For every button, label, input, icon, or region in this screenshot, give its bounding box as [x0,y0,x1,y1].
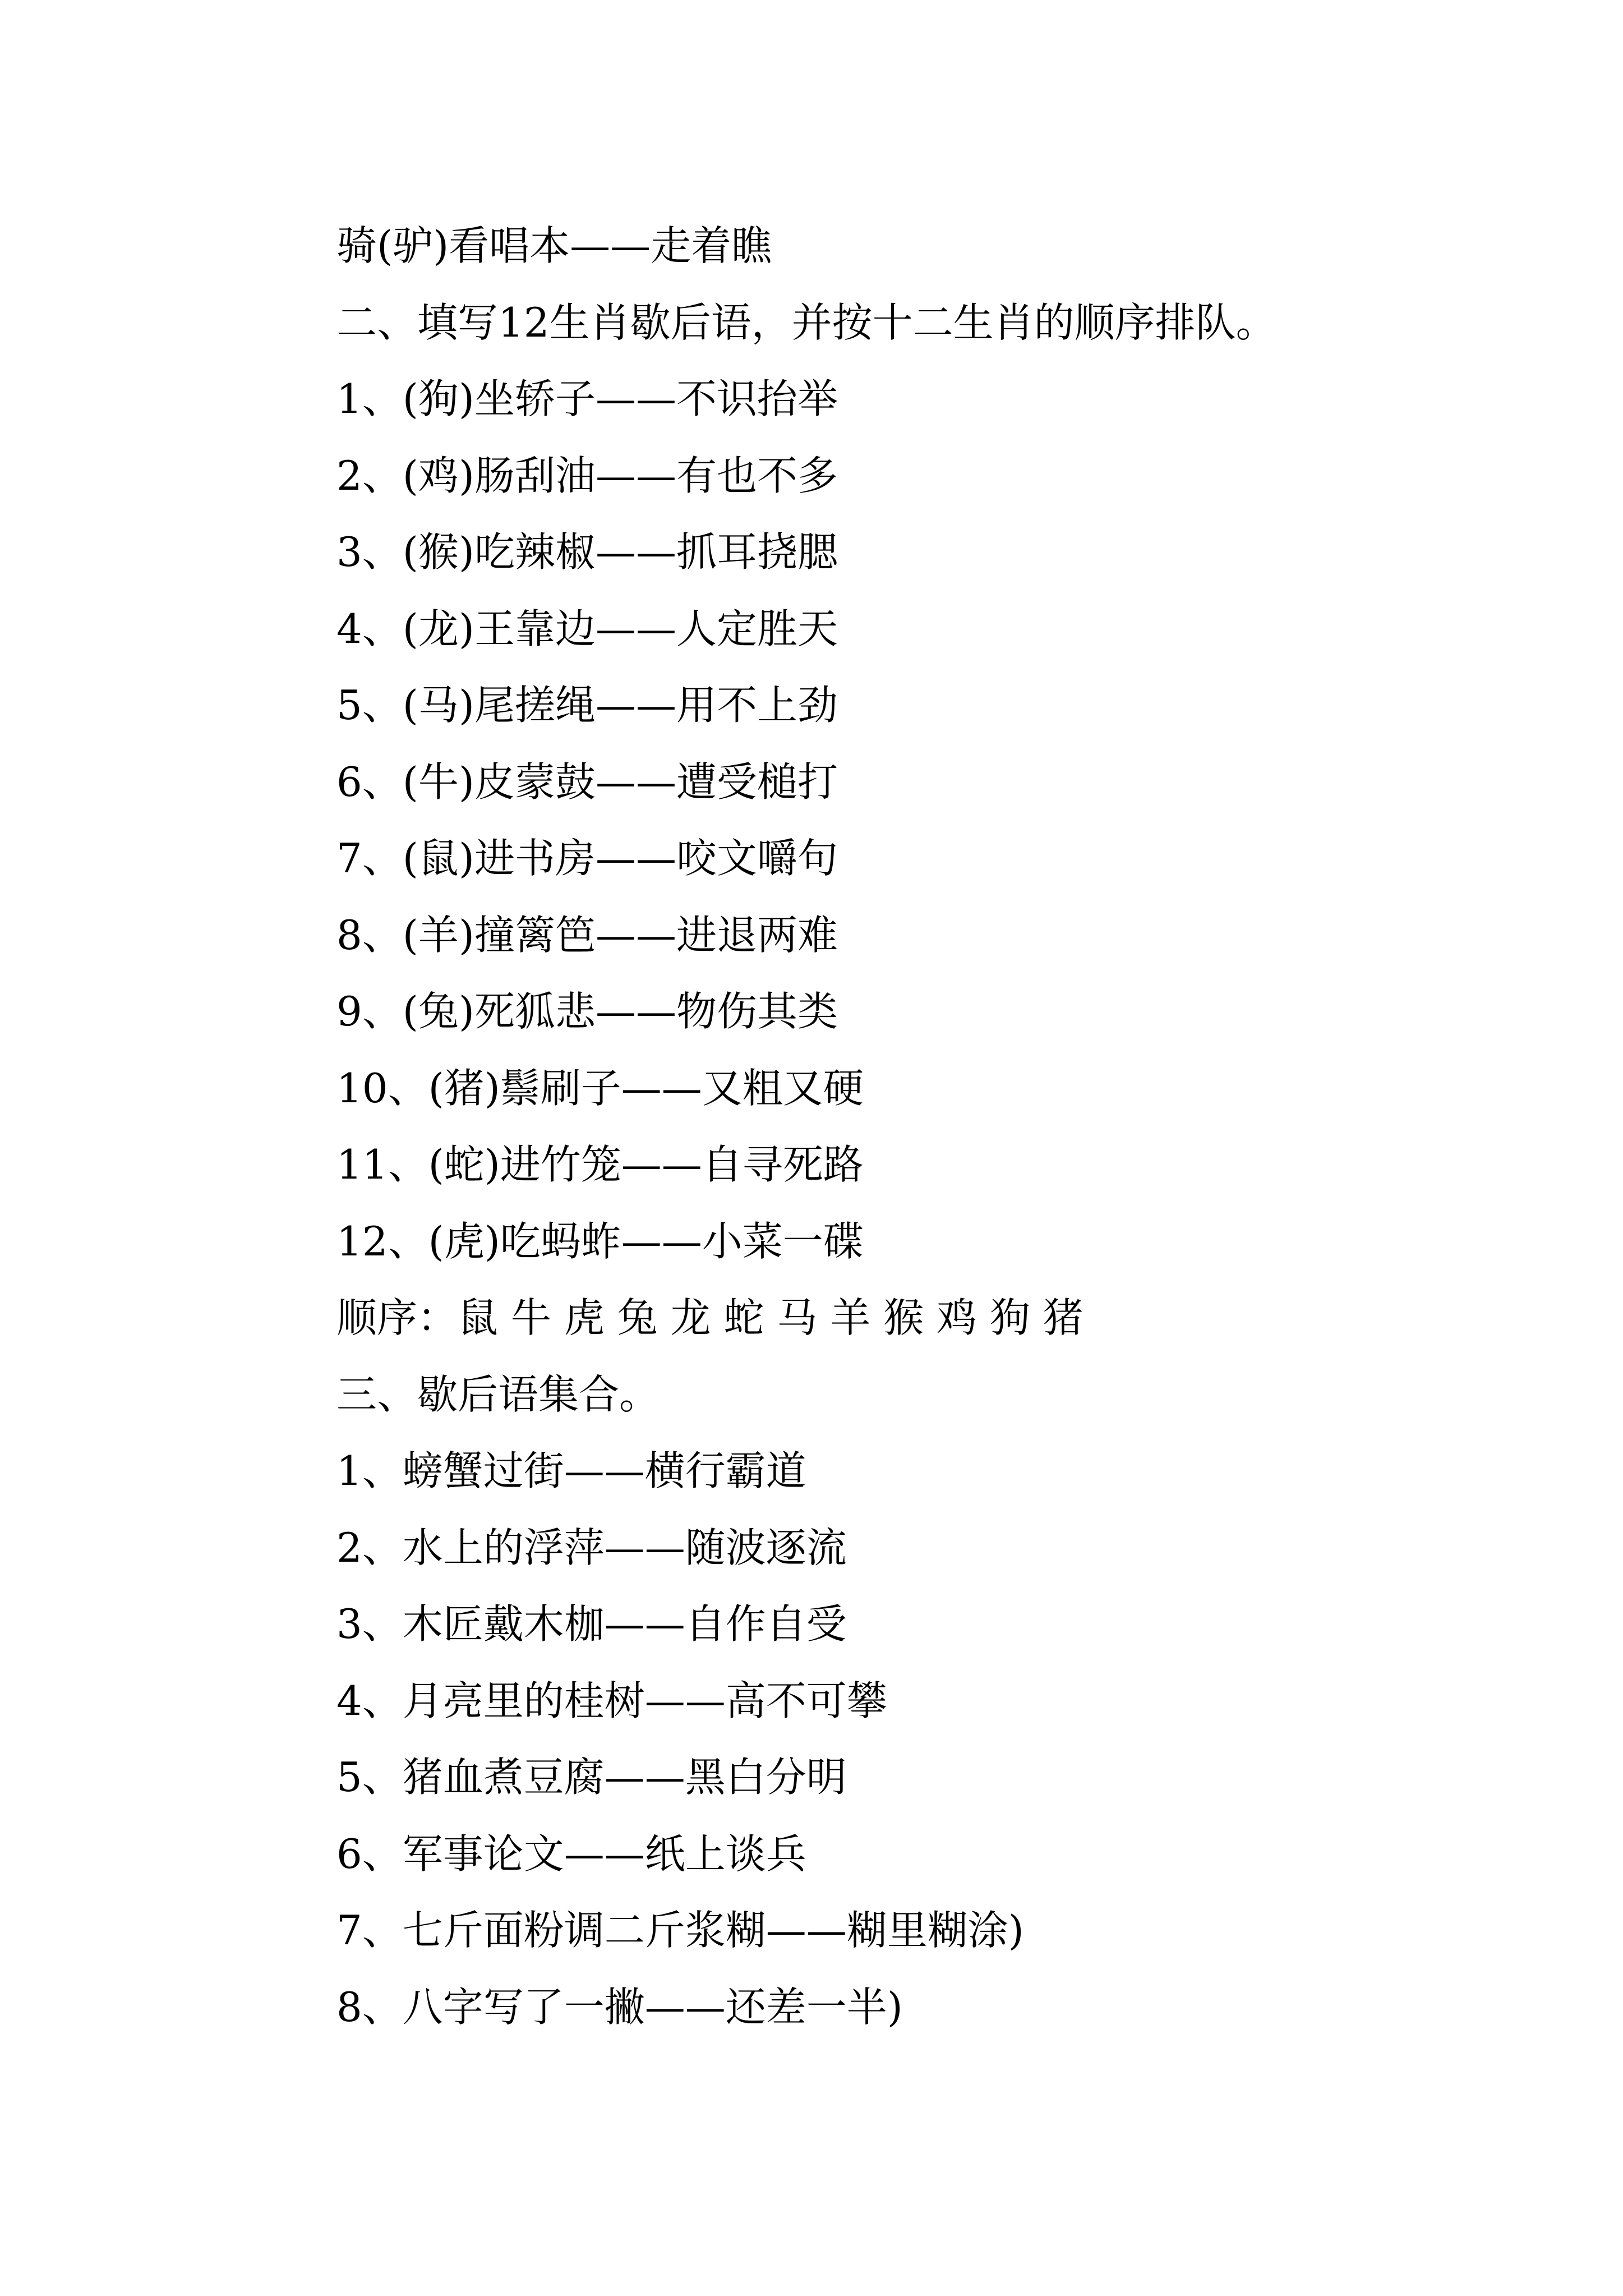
document-body [336,208,1514,2045]
zodiac-item-9: 9、(兔)死狐悲——物伤其类 [336,988,838,1035]
zodiac-item-5: 5、(马)尾搓绳——用不上劲 [336,682,838,729]
zodiac-item-12: 12、(虎)吃蚂蚱——小菜一碟 [336,1217,864,1265]
zodiac-item-11: 11、(蛇)进竹笼——自寻死路 [336,1141,864,1188]
zodiac-item-1: 1、(狗)坐轿子——不识抬举 [336,375,838,422]
section-heading-zodiac: 二、填写12生肖歇后语，并按十二生肖的顺序排队。 [336,298,1276,346]
zodiac-item-7: 7、(鼠)进书房——咬文嚼句 [336,835,838,882]
collection-item-8: 8、八字写了一撇——还差一半) [336,1983,903,2031]
zodiac-item-3: 3、(猴)吃辣椒——抓耳挠腮 [336,528,838,576]
zodiac-item-10: 10、(猪)鬃刷子——又粗又硬 [336,1064,864,1112]
zodiac-item-8: 8、(羊)撞篱笆——进退两难 [336,911,838,959]
zodiac-item-2: 2、(鸡)肠刮油——有也不多 [336,452,838,499]
collection-item-4: 4、月亮里的桂树——高不可攀 [336,1677,887,1724]
collection-item-3: 3、木匠戴木枷——自作自受 [336,1600,847,1648]
text-line-riding-donkey: 骑(驴)看唱本——走着瞧 [336,222,772,269]
zodiac-item-6: 6、(牛)皮蒙鼓——遭受槌打 [336,758,838,806]
collection-item-6: 6、军事论文——纸上谈兵 [336,1830,806,1878]
zodiac-order-line: 顺序：鼠 牛 虎 兔 龙 蛇 马 羊 猴 鸡 狗 猪 [336,1294,1083,1341]
collection-item-5: 5、猪血煮豆腐——黑白分明 [336,1754,847,1801]
collection-item-1: 1、螃蟹过街——横行霸道 [336,1447,806,1494]
zodiac-item-4: 4、(龙)王靠边——人定胜天 [336,605,838,652]
section-heading-collection: 三、歇后语集合。 [336,1370,660,1418]
collection-item-7: 7、七斤面粉调二斤浆糊——糊里糊涂) [336,1907,1024,1954]
collection-item-2: 2、水上的浮萍——随波逐流 [336,1524,847,1571]
